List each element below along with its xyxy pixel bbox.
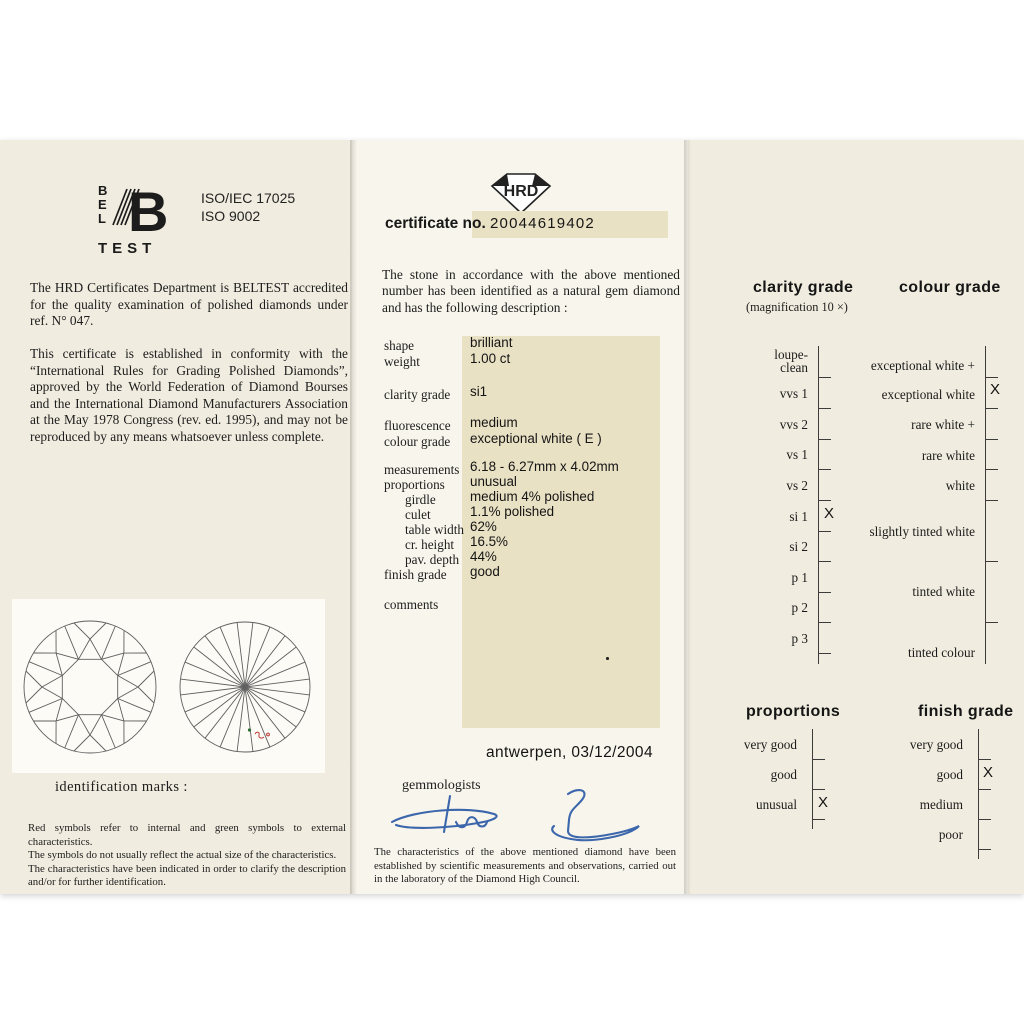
beltest-logo-letter-l: L: [98, 211, 106, 226]
clarity-item-p2: p 2: [791, 600, 808, 615]
proportions-item-unusual: unusual: [755, 797, 797, 812]
proportions-title: proportions: [746, 703, 841, 720]
field-value-weight: 1.00 ct: [470, 351, 511, 366]
clarity-item-vvs2: vvs 2: [779, 417, 808, 432]
field-label-proportions: proportions: [384, 477, 445, 492]
finish-item-poor: poor: [938, 827, 963, 842]
clarity-item-vs2: vs 2: [786, 478, 808, 493]
field-value-culet: 1.1% polished: [470, 504, 555, 519]
field-label-comments: comments: [384, 597, 439, 612]
colour-item-tinted-colour: tinted colour: [907, 645, 975, 660]
field-label-girdle: girdle: [405, 492, 436, 507]
colour-item-white: white: [945, 478, 975, 493]
fineprint-line2: The symbols do not usually reflect the actual size of the characteristics.: [28, 849, 337, 862]
proportions-item-good: good: [770, 767, 797, 782]
field-label-table-width: table width: [405, 522, 464, 537]
clarity-item-loupe-clean: loupe- clean: [774, 347, 808, 375]
gemmologists-label: gemmologists: [402, 778, 481, 793]
beltest-logo-test: TEST: [98, 240, 157, 257]
colour-selected-mark: X: [990, 381, 1001, 398]
beltest-logo-big-b: [112, 179, 168, 243]
colour-grade-title: colour grade: [899, 279, 1001, 296]
clarity-grade-title: clarity grade: [753, 279, 854, 296]
diamond-crown-diagram: [24, 621, 156, 753]
scale-tick: [978, 789, 991, 790]
scale-tick: [818, 622, 831, 623]
certificate-no-label: certificate no.: [385, 215, 486, 232]
field-label-clarity-grade: clarity grade: [384, 387, 451, 402]
scale-tick: [978, 819, 991, 820]
finish-selected-mark: X: [983, 764, 994, 781]
field-value-colour-grade: exceptional white ( E ): [470, 431, 602, 446]
scale-tick: [818, 500, 831, 501]
certificate-no-value: 20044619402: [490, 215, 595, 232]
iso-line2: ISO 9002: [201, 208, 261, 224]
proportions-item-very-good: very good: [743, 737, 797, 752]
finish-scale-line: [978, 729, 979, 859]
scale-tick: [985, 561, 998, 562]
scale-tick: [812, 759, 825, 760]
field-value-clarity-grade: si1: [470, 384, 488, 399]
svg-text:HRD: HRD: [503, 183, 539, 200]
scale-tick: [818, 439, 831, 440]
identification-diagram-box: [12, 599, 325, 773]
proportions-selected-mark: X: [818, 794, 829, 811]
field-value-measurements: 6.18 - 6.27mm x 4.02mm: [470, 459, 619, 474]
stone-description: The stone in accordance with the above mentioned number has been identified as a natural gem diamond and has the following description :: [382, 267, 680, 315]
field-label-shape: shape: [384, 338, 415, 353]
iso-line1: ISO/IEC 17025: [201, 190, 296, 206]
proportions-scale-line: [812, 729, 813, 829]
clarity-item-vvs1: vvs 1: [779, 386, 808, 401]
finish-item-medium: medium: [919, 797, 963, 812]
symbols-fineprint: [28, 822, 346, 890]
field-value-proportions: unusual: [470, 474, 517, 489]
field-label-colour-grade: colour grade: [384, 434, 451, 449]
scale-tick: [985, 622, 998, 623]
scale-tick: [818, 561, 831, 562]
scale-tick: [985, 408, 998, 409]
scale-tick: [818, 408, 831, 409]
colour-item-slightly-tinted-white: slightly tinted white: [869, 524, 975, 539]
colour-item-exceptional-white-plus: exceptional white +: [870, 358, 975, 373]
field-label-weight: weight: [384, 354, 420, 369]
iso-accreditation: [201, 189, 295, 225]
field-label-measurements: measurements: [384, 462, 460, 477]
diamond-diagrams: [12, 599, 325, 773]
colour-item-tinted-white: tinted white: [912, 584, 975, 599]
gemmologist-signature: [386, 786, 658, 842]
beltest-logo: [98, 182, 208, 262]
place-date: antwerpen, 03/12/2004: [486, 744, 653, 761]
fineprint-line3: The characteristics have been indicated in order to clarify the description and/or for further identification.: [28, 862, 346, 889]
colour-item-rare-white-plus: rare white +: [911, 417, 975, 432]
accreditation-paragraph: The HRD Certificates Department is BELTEST accredited for the quality examination of polished diamonds under ref. N° 047.: [30, 280, 348, 329]
field-label-finish-grade: finish grade: [384, 567, 447, 582]
field-label-cr-height: cr. height: [405, 537, 455, 552]
hrd-logo: [488, 171, 554, 216]
svg-text:B: B: [128, 180, 168, 243]
clarity-item-p1: p 1: [791, 570, 808, 585]
scale-tick: [818, 377, 831, 378]
scale-tick: [812, 819, 825, 820]
scale-tick: [985, 500, 998, 501]
fineprint-line1: Red symbols refer to internal and green symbols to external characteristics.: [28, 822, 346, 848]
colour-scale-line: [985, 346, 986, 664]
field-value-fluorescence: medium: [470, 415, 518, 430]
identification-marks-label: identification marks :: [55, 779, 188, 795]
fold-seam-left: [350, 140, 357, 894]
field-label-culet: culet: [405, 507, 431, 522]
colour-item-rare-white: rare white: [921, 448, 975, 463]
field-value-cr-height: 16.5%: [470, 534, 508, 549]
laboratory-fineprint: The characteristics of the above mentioned diamond have been established by scientific measurements and observations, carried out in the laboratory of the Diamond High Council.: [374, 846, 676, 886]
field-value-shape: brilliant: [470, 335, 513, 350]
scale-tick: [985, 439, 998, 440]
scale-tick: [978, 849, 991, 850]
rules-paragraph: This certificate is established in conformity with the “International Rules for Grading Polished Diamonds”, approved by the World Federation of Diamond Bourses and the International Diamond Manufacturers Association at the May 1978 Congress (rev. ed. 1995), and may not be reproduced by any means whatsoever unless complete.: [30, 346, 348, 444]
scale-tick: [985, 469, 998, 470]
finish-item-good: good: [936, 767, 963, 782]
magnification-note: (magnification 10 ×): [746, 300, 848, 314]
beltest-logo-letter-b: B: [98, 183, 108, 198]
clarity-item-vs1: vs 1: [786, 447, 808, 462]
scale-tick: [818, 469, 831, 470]
scale-tick: [978, 759, 991, 760]
finish-item-very-good: very good: [909, 737, 963, 752]
beltest-logo-letter-e: E: [98, 197, 107, 212]
colour-item-exceptional-white: exceptional white: [881, 387, 975, 402]
field-value-girdle: medium 4% polished: [470, 489, 595, 504]
clarity-selected-mark: X: [824, 505, 835, 522]
finish-grade-title: finish grade: [918, 703, 1014, 720]
field-value-table-width: 62%: [470, 519, 497, 534]
diamond-pavilion-diagram: [180, 622, 310, 752]
scale-tick: [812, 789, 825, 790]
field-value-pav-depth: 44%: [470, 549, 497, 564]
field-label-fluorescence: fluorescence: [384, 418, 451, 433]
field-label-pav-depth: pav. depth: [405, 552, 460, 567]
scale-tick: [985, 377, 998, 378]
field-value-finish-grade: good: [470, 564, 500, 579]
clarity-item-si1: si 1: [789, 509, 808, 524]
ink-speck: [606, 657, 609, 660]
clarity-item-si2: si 2: [789, 539, 808, 554]
clarity-item-p3: p 3: [791, 631, 808, 646]
